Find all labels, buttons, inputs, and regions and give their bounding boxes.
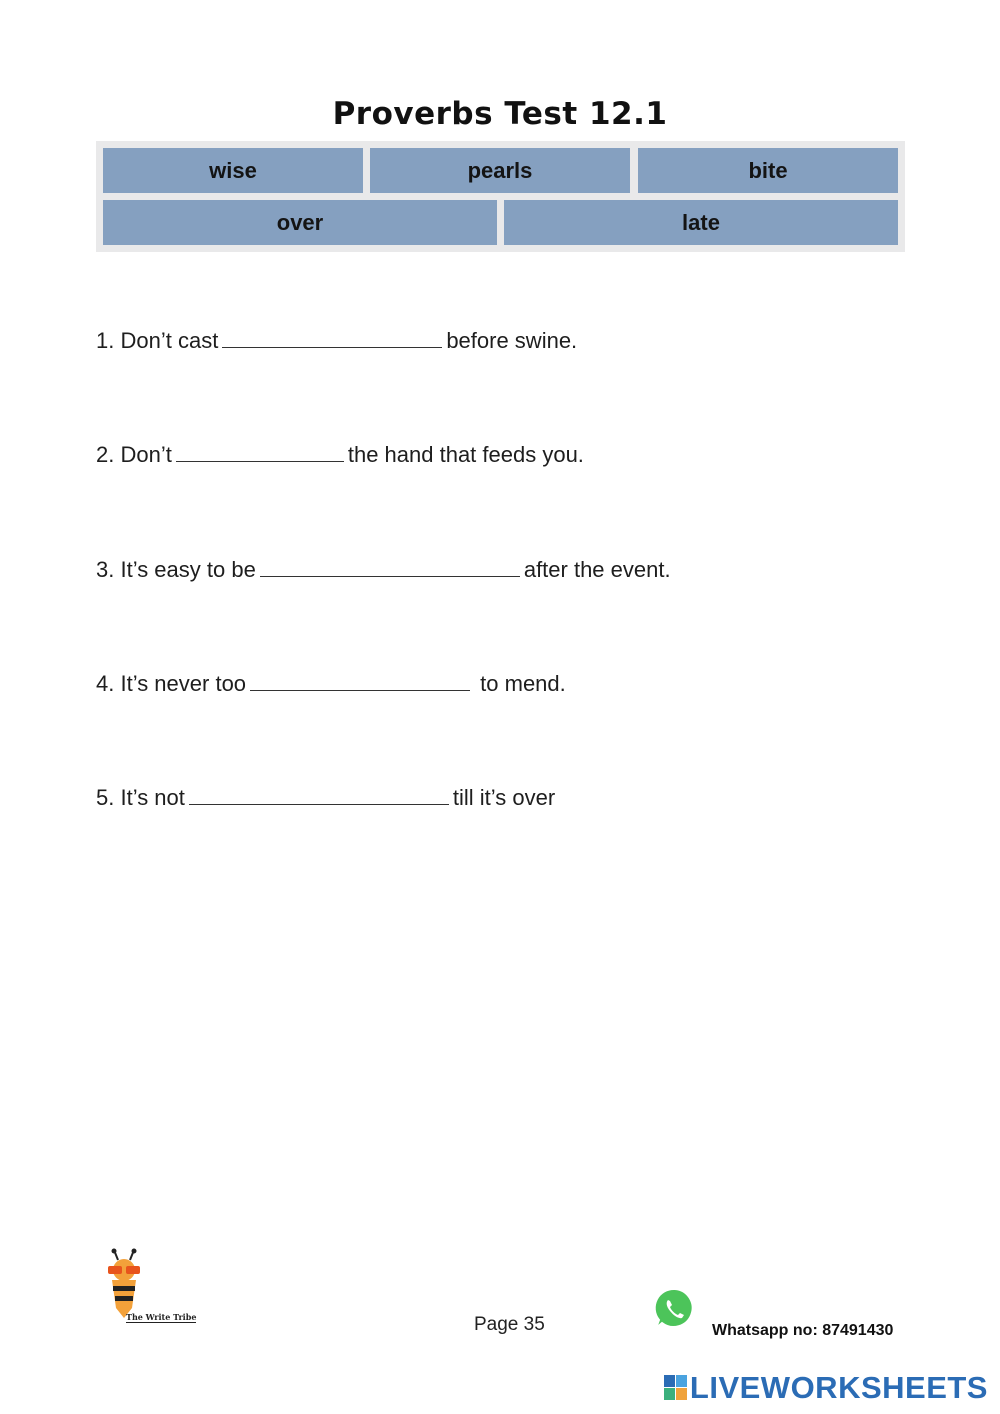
question-text-after: after the event. bbox=[523, 557, 671, 582]
answer-blank-1[interactable] bbox=[222, 329, 442, 348]
question-5 bbox=[96, 785, 555, 811]
whatsapp-number: Whatsapp no: 87491430 bbox=[712, 1322, 894, 1339]
word-tile-bite[interactable]: bite bbox=[638, 148, 898, 193]
question-number: 2. bbox=[96, 442, 115, 467]
answer-blank-2[interactable] bbox=[176, 443, 344, 462]
question-number: 1. bbox=[96, 328, 115, 353]
word-tile-late[interactable]: late bbox=[504, 200, 898, 245]
word-tile-wise[interactable]: wise bbox=[103, 148, 363, 193]
page-title: Proverbs Test 12.1 bbox=[332, 96, 668, 132]
question-number: 5. bbox=[96, 785, 115, 810]
answer-blank-4[interactable] bbox=[250, 672, 470, 691]
answer-blank-5[interactable] bbox=[189, 786, 449, 805]
question-2 bbox=[96, 442, 584, 468]
word-tile-pearls[interactable]: pearls bbox=[370, 148, 630, 193]
word-bank bbox=[96, 141, 905, 252]
question-3 bbox=[96, 557, 671, 583]
answer-blank-3[interactable] bbox=[260, 558, 520, 577]
question-number: 4. bbox=[96, 671, 115, 696]
question-text-after: till it’s over bbox=[452, 785, 556, 810]
liveworksheets-logo-icon bbox=[664, 1375, 688, 1401]
bee-logo bbox=[96, 1248, 208, 1328]
question-text-before: Don’t bbox=[120, 442, 172, 467]
question-1 bbox=[96, 328, 577, 354]
liveworksheets-wordmark: LIVEWORKSHEETS bbox=[689, 1370, 988, 1405]
question-text-after: the hand that feeds you. bbox=[347, 442, 584, 467]
logo-caption: The Write Tribe bbox=[126, 1312, 197, 1322]
question-text-after: to mend. bbox=[474, 671, 566, 696]
question-text-before: It’s not bbox=[120, 785, 185, 810]
liveworksheets-brand bbox=[664, 1370, 988, 1406]
word-tile-over[interactable]: over bbox=[103, 200, 497, 245]
question-4 bbox=[96, 671, 566, 697]
whatsapp-icon bbox=[652, 1286, 698, 1332]
question-text-before: It’s never too bbox=[120, 671, 247, 696]
page-number: Page 35 bbox=[474, 1314, 545, 1335]
question-text-after: before swine. bbox=[446, 328, 578, 353]
question-number: 3. bbox=[96, 557, 115, 582]
bee-icon bbox=[96, 1248, 156, 1320]
question-text-before: Don’t cast bbox=[120, 328, 219, 353]
question-text-before: It’s easy to be bbox=[120, 557, 256, 582]
